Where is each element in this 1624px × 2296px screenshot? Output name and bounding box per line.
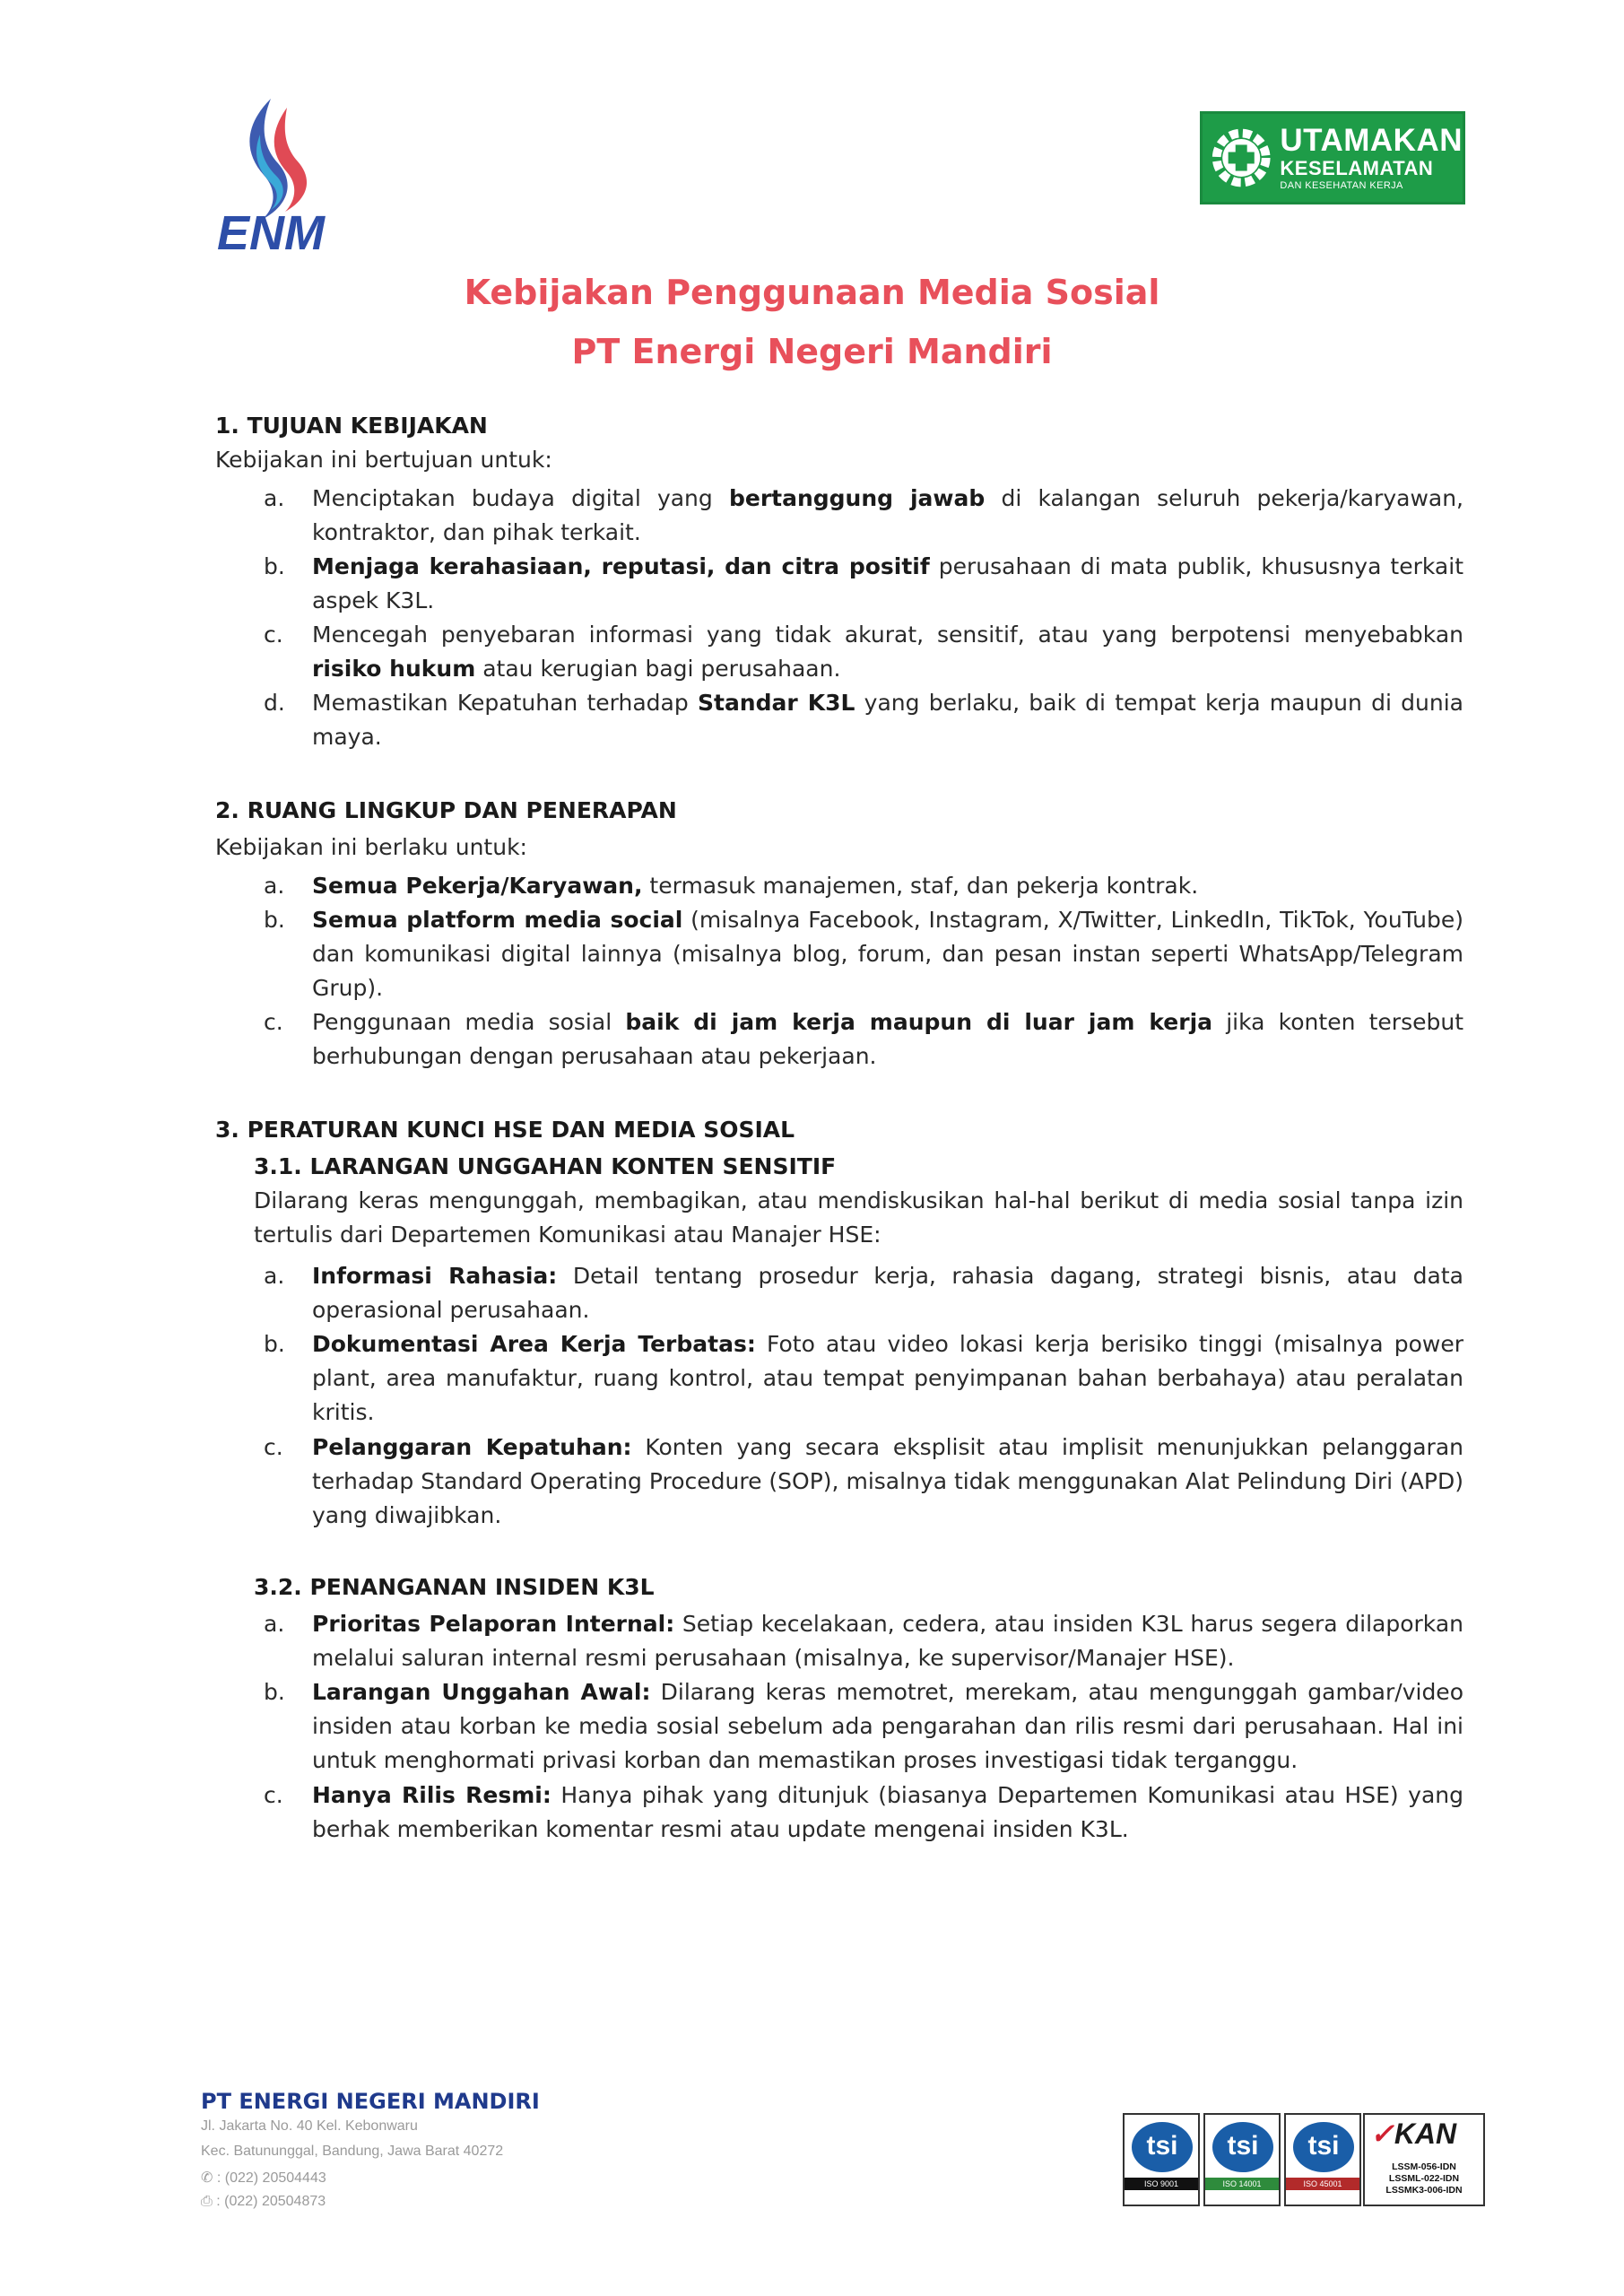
list-marker: a. [264, 1263, 285, 1289]
list-marker: c. [264, 1782, 283, 1808]
section-3-heading: 3. PERATURAN KUNCI HSE DAN MEDIA SOSIAL [215, 1117, 795, 1143]
certification-logos [1123, 2111, 1486, 2210]
list-marker: b. [264, 553, 285, 579]
section-2-heading: 2. RUANG LINGKUP DAN PENERAPAN [215, 797, 677, 823]
tsi-iso-14001-logo: tsi ISO 14001 [1203, 2113, 1281, 2206]
badge-line-1: UTAMAKAN [1280, 123, 1463, 158]
subsection-3-2-item-b: Larangan Unggahan Awal: Dilarang keras memotret, merekam, atau mengunggah gambar/video insiden atau korban ke media sosial sebelum ada pengarahan dan rilis resmi dari perusahaan. Hal ini untuk menghormati privasi korban dan memastikan proses investigasi tidak terganggu. [312, 1679, 1463, 1773]
section-2-item-c: Penggunaan media sosial baik di jam kerja maupun di luar jam kerja jika konten tersebut berhubungan dengan perusahaan atau pekerjaan. [312, 1009, 1463, 1069]
subsection-3-1-intro: Dilarang keras mengunggah, membagikan, atau mendiskusikan hal-hal berikut di media sosial tanpa izin tertulis dari Departemen Komunikasi atau Manajer HSE: [254, 1187, 1463, 1248]
list-marker: c. [264, 1009, 283, 1035]
list-marker: c. [264, 1434, 283, 1460]
list-marker: a. [264, 485, 285, 511]
subsection-3-2-heading: 3.2. PENANGANAN INSIDEN K3L [254, 1574, 655, 1600]
phone-icon: ✆ [201, 2170, 213, 2186]
k3-safety-badge [1200, 111, 1465, 204]
list-marker: c. [264, 622, 283, 648]
tsi-iso-9001-logo: tsi ISO 9001 [1123, 2113, 1200, 2206]
subsection-3-2-item-a: Prioritas Pelaporan Internal: Setiap kecelakaan, cedera, atau insiden K3L harus segera dilaporkan melalui saluran internal resmi perusahaan (misalnya, ke supervisor/Manajer HSE). [312, 1611, 1463, 1671]
document-title: Kebijakan Penggunaan Media Sosial [464, 273, 1160, 312]
subsection-3-1-item-c: Pelanggaran Kepatuhan: Konten yang secara eksplisit atau implisit menunjukkan pelanggaran terhadap Standard Operating Procedure (SOP), misalnya tidak menggunakan Alat Pelindung Diri (APD) yang diwajibkan. [312, 1434, 1463, 1528]
logo-text: ENM [217, 206, 325, 260]
footer-address-line-2: Kec. Batununggal, Bandung, Jawa Barat 40272 [201, 2144, 504, 2159]
list-marker: a. [264, 1611, 285, 1637]
badge-line-3: DAN KESEHATAN KERJA [1280, 180, 1403, 191]
subsection-3-1-item-a: Informasi Rahasia: Detail tentang prosedur kerja, rahasia dagang, strategi bisnis, atau data operasional perusahaan. [312, 1263, 1463, 1323]
subsection-3-1-item-b: Dokumentasi Area Kerja Terbatas: Foto atau video lokasi kerja berisiko tinggi (misalnya power plant, area manufaktur, ruang kontrol, atau tempat penyimpanan bahan berbahaya) atau peralatan kritis. [312, 1331, 1463, 1425]
section-2-item-a: Semua Pekerja/Karyawan, termasuk manajemen, staf, dan pekerja kontrak. [312, 873, 1199, 899]
section-1-heading: 1. TUJUAN KEBIJAKAN [215, 413, 488, 439]
footer-phone: ✆ : (022) 20504443 [201, 2170, 326, 2186]
section-2-intro: Kebijakan ini berlaku untuk: [215, 834, 527, 860]
section-1-intro: Kebijakan ini bertujuan untuk: [215, 447, 552, 473]
footer-fax: ⎙ : (022) 20504873 [201, 2194, 326, 2209]
fax-icon: ⎙ [201, 2194, 213, 2209]
subsection-3-1-heading: 3.1. LARANGAN UNGGAHAN KONTEN SENSITIF [254, 1153, 837, 1179]
footer-address-line-1: Jl. Jakarta No. 40 Kel. Kebonwaru [201, 2118, 418, 2134]
section-2-item-b: Semua platform media social (misalnya Facebook, Instagram, X/Twitter, LinkedIn, TikTok, YouTube) dan komunikasi digital lainnya (misalnya blog, forum, dan pesan instan seperti WhatsApp/Telegram Grup). [312, 907, 1463, 1001]
kan-accreditation-logo: ✓KAN LSSM-056-IDN LSSML-022-IDN LSSMK3-006-IDN [1363, 2113, 1485, 2206]
company-logo [208, 90, 360, 260]
list-marker: b. [264, 907, 285, 933]
list-marker: d. [264, 690, 285, 716]
footer-company-name: PT ENERGI NEGERI MANDIRI [201, 2089, 540, 2114]
tsi-iso-45001-logo: tsi ISO 45001 [1284, 2113, 1361, 2206]
section-1-item-c: Mencegah penyebaran informasi yang tidak akurat, sensitif, atau yang berpotensi menyebabkan risiko hukum atau kerugian bagi perusahaan. [312, 622, 1463, 682]
list-marker: a. [264, 873, 285, 899]
badge-line-2: KESELAMATAN [1280, 157, 1434, 179]
section-1-item-b: Menjaga kerahasiaan, reputasi, dan citra positif perusahaan di mata publik, khususnya terkait aspek K3L. [312, 553, 1464, 613]
section-1-item-d: Memastikan Kepatuhan terhadap Standar K3L yang berlaku, baik di tempat kerja maupun di dunia maya. [312, 690, 1464, 750]
list-marker: b. [264, 1331, 285, 1357]
list-marker: b. [264, 1679, 285, 1705]
document-subtitle: PT Energi Negeri Mandiri [571, 332, 1053, 371]
k3-gear-cross-icon [1208, 117, 1274, 199]
section-1-item-a: Menciptakan budaya digital yang bertanggung jawab di kalangan seluruh pekerja/karyawan, kontraktor, dan pihak terkait. [312, 485, 1464, 545]
subsection-3-2-item-c: Hanya Rilis Resmi: Hanya pihak yang ditunjuk (biasanya Departemen Komunikasi atau HSE) yang berhak memberikan komentar resmi atau update mengenai insiden K3L. [312, 1782, 1463, 1842]
